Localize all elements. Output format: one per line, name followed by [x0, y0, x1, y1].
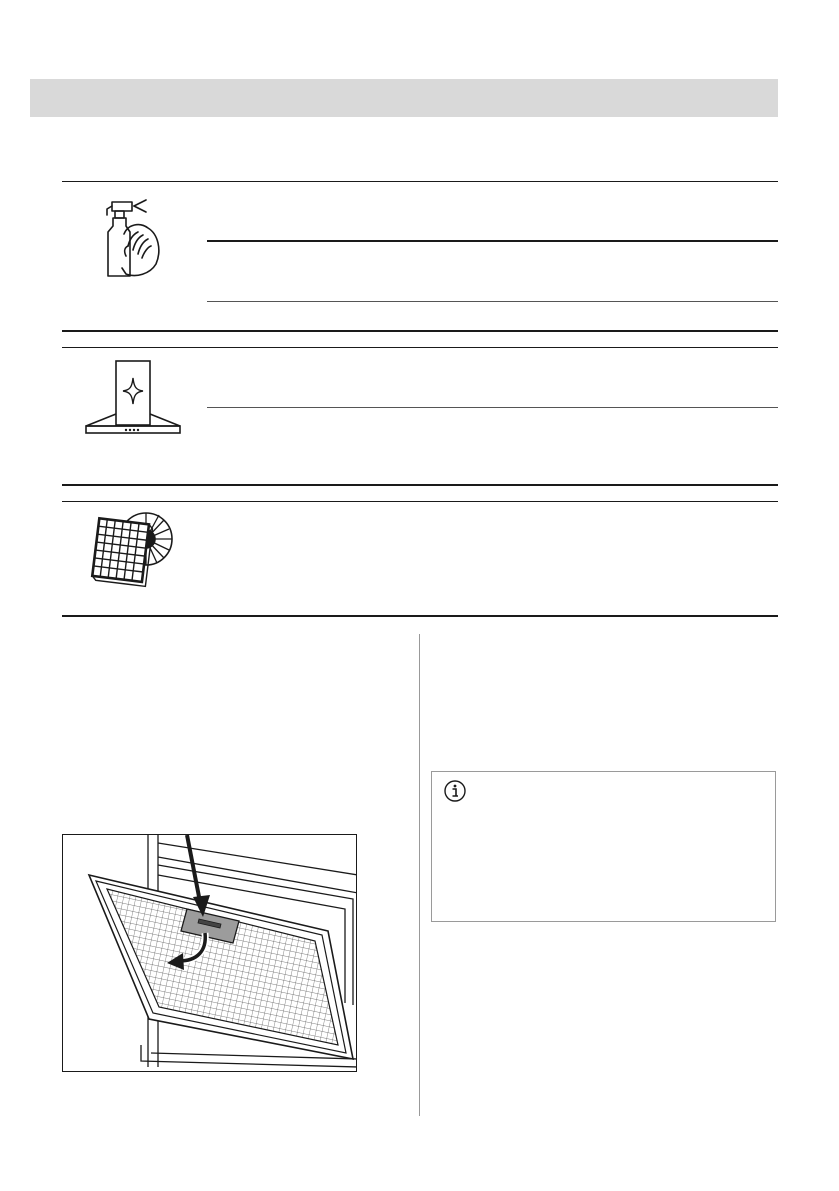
row2-divider: [207, 407, 778, 408]
table-top-rule: [62, 181, 778, 182]
info-icon: [444, 780, 466, 802]
row1-divider-2: [207, 301, 778, 302]
row1-divider-1: [207, 240, 778, 242]
grease-filter-removal-illustration: [62, 834, 357, 1072]
column-divider: [419, 634, 420, 1116]
filter-illustration-drawing: [63, 835, 357, 1072]
chimney-hood-clean-icon: [84, 360, 182, 436]
row2-top-rule: [62, 347, 778, 348]
row1-cell-2: [215, 248, 770, 296]
row3-cell-1: [215, 509, 770, 609]
info-note-box: [431, 771, 776, 922]
right-column-text: [431, 640, 776, 760]
row2-cell-1: [215, 355, 770, 401]
row1-cell-3: [215, 308, 770, 326]
row1-bottom-rule: [62, 330, 778, 332]
row3-top-rule: [62, 501, 778, 502]
row1-cell-1: [215, 190, 770, 234]
section-header-bar: [30, 79, 778, 117]
row2-bottom-rule: [62, 484, 778, 486]
charcoal-filter-icon: [88, 509, 178, 589]
table-bottom-rule: [62, 615, 778, 617]
left-column-text: [62, 640, 402, 820]
note-text: [476, 782, 766, 912]
spray-and-cloth-icon: [100, 194, 170, 280]
row2-cell-2: [215, 414, 770, 478]
